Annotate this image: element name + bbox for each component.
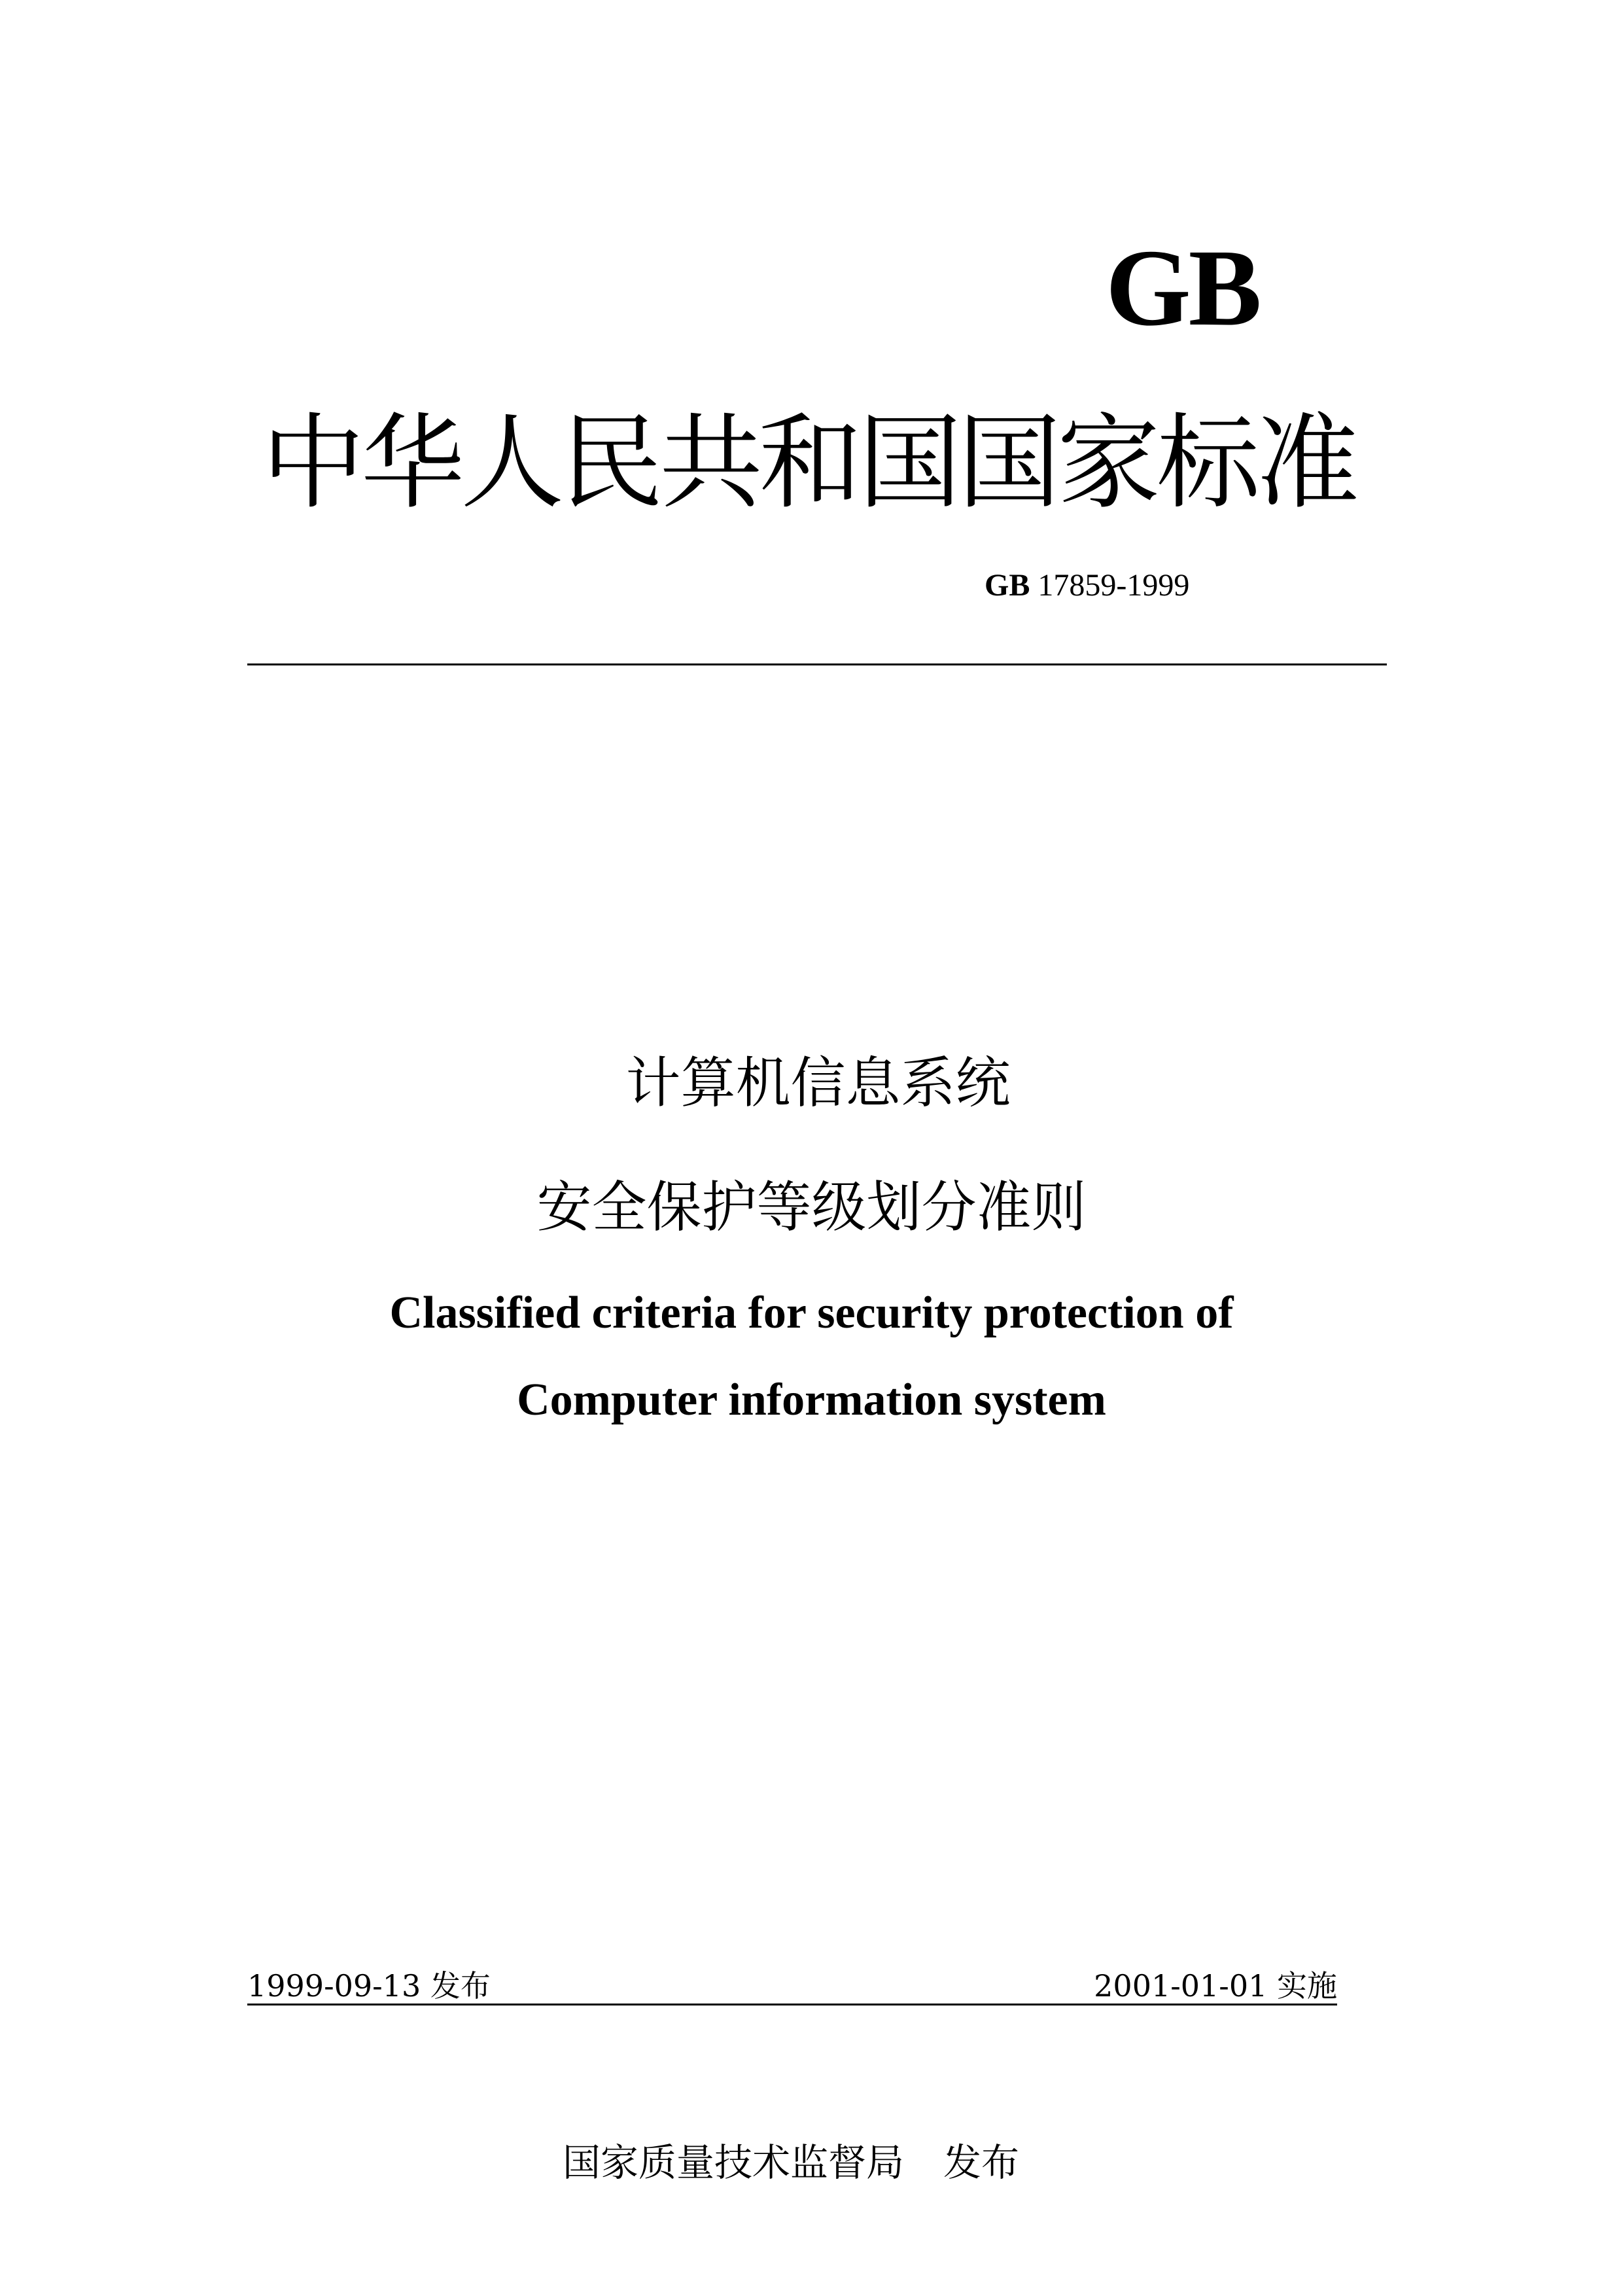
publisher-line [563, 2136, 1151, 2189]
chinese-title-line-2: 安全保护等级划分准则 [536, 1175, 1087, 1239]
standard-number [985, 566, 1299, 605]
national-standard-heading: 中华人民共和国国家标准 [262, 403, 1355, 523]
publisher-verb: 发布 [943, 2140, 1020, 2185]
footer-divider [247, 2004, 1337, 2005]
issue-date: 1999-09-13 发布 [247, 1968, 491, 2004]
english-title-line-2: Computer information system [517, 1375, 1106, 1425]
standard-number-prefix: GB [985, 568, 1030, 603]
effective-date: 2001-01-01 实施 [1094, 1968, 1337, 2004]
dates-row [247, 1966, 1337, 2005]
publisher-name: 国家质量技术监督局 [563, 2140, 905, 2185]
english-title-line-1: Classified criteria for security protection of [389, 1288, 1234, 1338]
header-divider [247, 663, 1387, 665]
gb-logo-mark: GB [1106, 227, 1259, 349]
chinese-title-line-1: 计算机信息系统 [625, 1051, 1011, 1115]
standard-number-code: 17859-1999 [1038, 568, 1190, 603]
